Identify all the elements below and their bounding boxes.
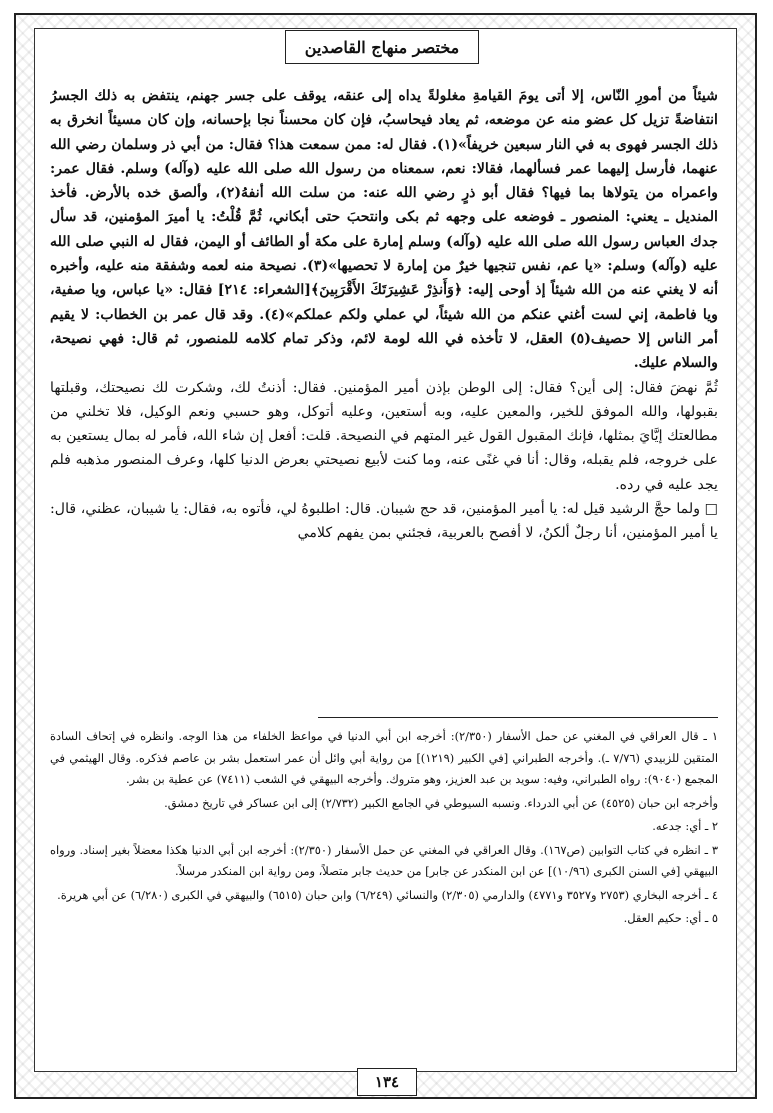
footnote-5: ٥ ـ أي: حكيم العقل. xyxy=(623,911,718,925)
footnote-1: ١ ـ قال العراقي في المغني عن حمل الأسفار (٢/٣٥٠): أخرجه ابن أبي الدنيا في مواعظ الخلفاء من هذا الوجه. وانظره في إتحاف السادة المتقين للزبيدي (٧/٧٦ ـ). وأخرجه الطبراني [في الكبير (١٢١٩)] من رواية أبي وائل أن عمر استعمل بشر بن عاصم فذكره. وقال الهيثمي في المجمع (٩٠٤٠): رواه الطبراني، وفيه: سويد بن عبد العزيز، وهو متروك. وأخرجه البيهقي في الشعب (٧٤١١) عن عطية بن بشر. xyxy=(50,729,718,786)
page-number xyxy=(357,1068,417,1096)
running-header xyxy=(285,30,479,64)
main-text xyxy=(50,84,718,709)
main-paragraph-3: □ ولما حجَّ الرشيد قيل له: يا أمير المؤمنين، قد حج شيبان. قال: اطلبوهُ لي، فأتوه به، فقال: يا شيبان، عظني، قال: يا أمير المؤمنين، أنا رجلٌ ألكنُ، لا أفصح بالعربية، فجئني بمن يفهم كلامي xyxy=(50,501,718,542)
footnote-4: ٤ ـ أخرجه البخاري (٢٧٥٣ و٣٥٢٧ و٤٧٧١) والدارمي (٢/٣٠٥) والنسائي (٦/٢٤٩) وابن حبان (٦٥١٥) والبيهقي في الكبرى (٦/٢٨٠) عن أبي هريرة. xyxy=(57,887,718,902)
footnote-3: ٣ ـ انظره في كتاب التوابين (ص١٦٧). وقال العراقي في المغني عن حمل الأسفار (٢/٣٥٠): أخرجه ابن أبي الدنيا هكذا معضلاً بغير إسناد. ورواه البيهقي [في السنن الكبرى (١٠/٩٦)] عن ابن المنكدر عن جابر] من حديث جابر متصلاً، ومن رواية ابن المنكدر مرسلاً. xyxy=(50,842,718,878)
footnote-2: ٢ ـ أي: جدعه. xyxy=(652,819,718,833)
main-paragraph-2: ثُمَّ نهضَ فقال: إلى أين؟ فقال: إلى الوطن بإذن أمير المؤمنين. فقال: أذنتُ لك، وشكرت لك نصيحتك، وقبلتها بقبولها، والله الموفق للخير، والمعين عليه، وبه أستعين، وعليه أتوكل، وهو حسبي ونعم الوكيل، فلا تخلني من مطالعتك إيَّايَ بمثلها، فإنك المقبول القول غير المتهم في النصيحة. قلت: أفعل إن شاء الله، فأمر له بمال يستعين به على خروجه، فلم يقبله، وقال: أنا في غنًى عنه، وما كنت لأبيع نصيحتي بعرض الدنيا كلها، وعرف المنصور مذهبه فلم يجد عليه في رده. xyxy=(50,379,718,493)
footnote-1-continued: وأخرجه ابن حبان (٤٥٢٥) عن أبي الدرداء. ونسبه السيوطي في الجامع الكبير (٢/٧٣٢) إلى ابن عساكر في تاريخ دمشق. xyxy=(164,795,718,810)
main-paragraph-1: شيئاً من أمورِ النّاس، إلا أتى يومَ القيامةِ مغلولةً يداه إلى عنقه، يوقف على جسر جهنم، ينتفض به ذلك الجسرُ انتفاضةً تزيل كل عضو منه عن موضعه، ثم يعاد فيحاسبُ، فإن كان محسناً نجا بإحسانه، وإن كان مسيئاً انخرق به ذلك الجسر فهوى به في النار سبعين خريفاً»(١). فقال له: ممن سمعت هذا؟ فقال: من أبي ذر وسلمان رضي الله عنهما، فأرسل إليهما عمر فسألهما، فقالا: نعم، سمعناه من رسول الله صلى الله عليه (وآله) وسلم. فقال عمر: واعمراه من يتولاها بما فيها؟ فقال أبو ذرٍ رضي الله عنه: من سلت الله أنفهُ(٢)، وألصق خده بالأرض. فأخذ المنديل ـ يعني: المنصور ـ فوضعه على وجهه ثم بكى وانتحبَ حتى أبكاني، ثُمَّ قُلْتُ: يا أميرَ المؤمنين، قد سأل جدك العباس رسول الله صلى الله عليه (وآله) وسلم إمارة على مكة أو الطائف أو اليمن، فقال له النبي صلى الله عليه (وآله) وسلم: «يا عم، نفس تنجيها خيرٌ من إمارة لا تحصيها»(٣). نصيحة منه لعمه وشفقة منه عليه، وأخبره أنه لا يغني عنه من الله شيئاً إذ أوحى إليه: ﴿وَأَنذِرْ عَشِيرَتَكَ الأَقْرَبِينَ﴾[الشعراء: ٢١٤] فقال: «يا عباس، ويا صفية، ويا فاطمة، إني لست أغني عنكم من الله شيئاً، لي عملي ولكم عملكم»(٤). وقد قال عمر بن الخطاب: لا يقيم أمر الناس إلا حصيف(٥) العقل، لا تأخذه في الله لومة لائم، وذكر تمام كلامه للمنصور، ثم قال: فهي نصيحة، والسلام عليك. xyxy=(50,88,718,372)
running-header-title: مختصر منهاج القاصدين xyxy=(304,37,460,57)
page-number-text: ١٣٤ xyxy=(374,1073,400,1091)
footnote-separator xyxy=(318,717,718,718)
footnotes xyxy=(50,726,718,1051)
